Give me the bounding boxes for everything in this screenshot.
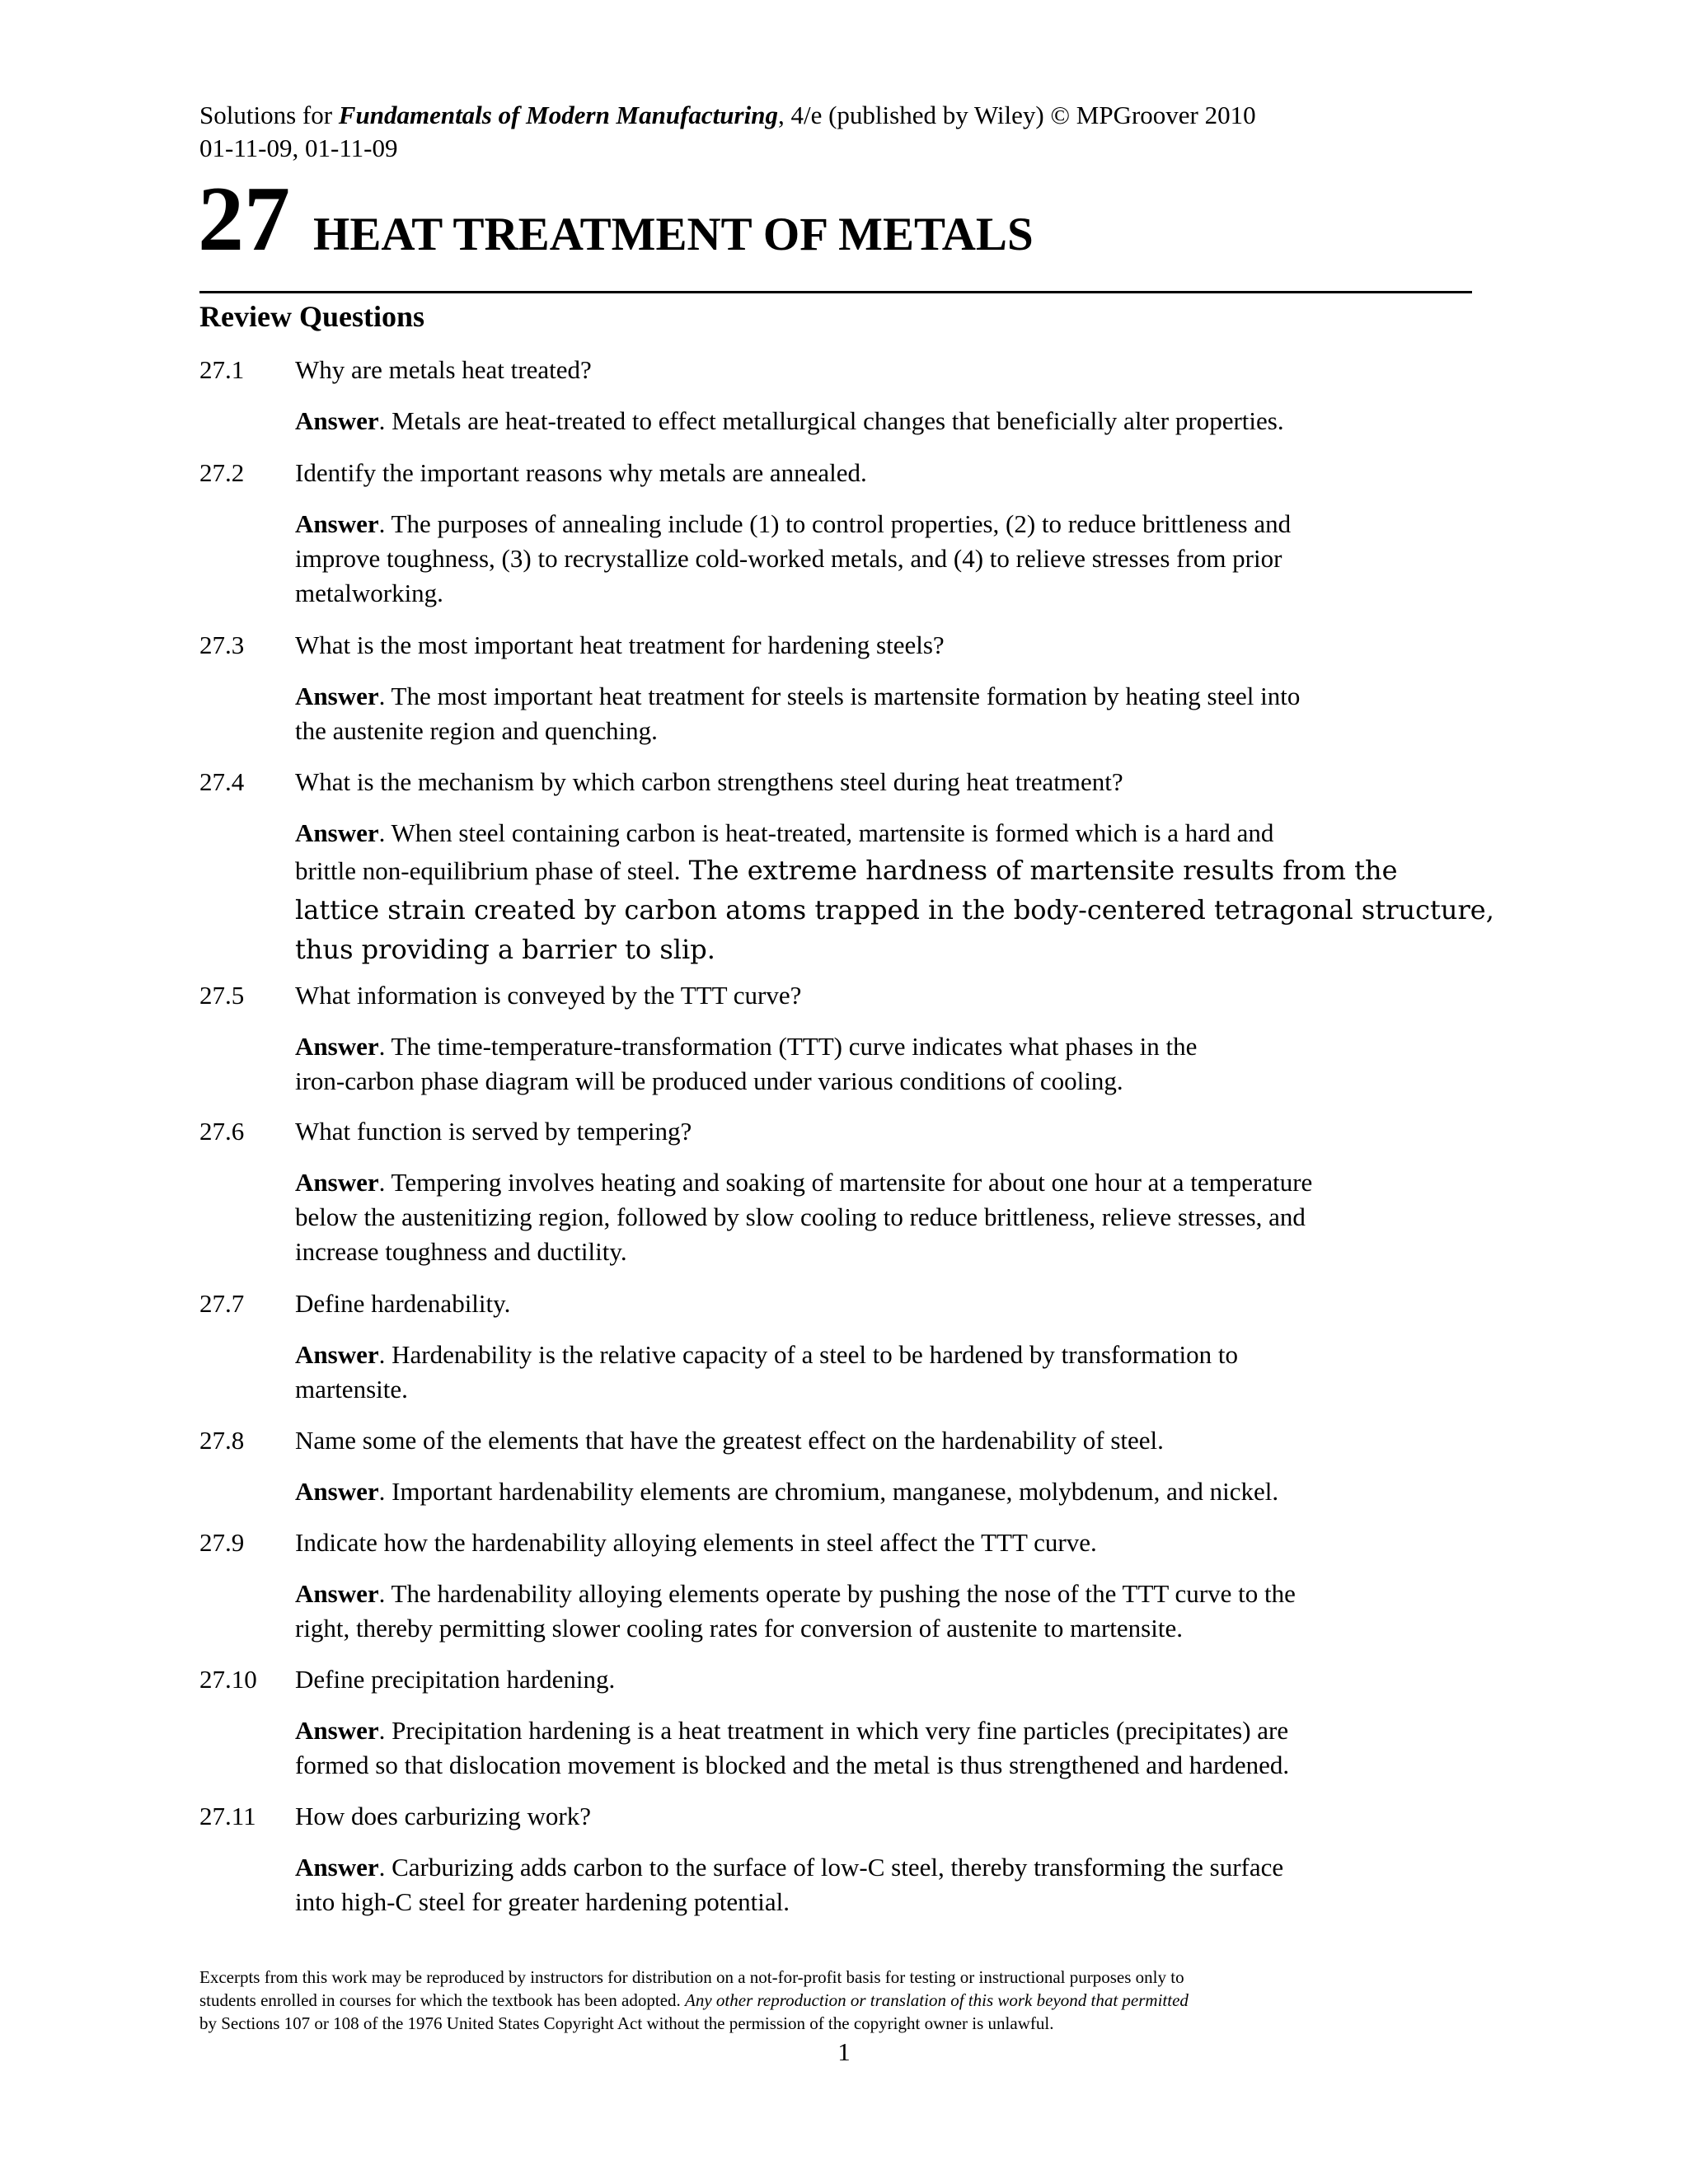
answer-text: Answer. Tempering involves heating and soaking of martensite for about one hour at a temperature below the austenitizing region, followed by slow cooling to reduce brittleness, relieve stresses, and increase toughness and ductility. bbox=[295, 1168, 1313, 1266]
question-number: 27.11 bbox=[199, 1802, 256, 1830]
copyright-notice-line: by Sections 107 or 108 of the 1976 United States Copyright Act without the permission of the copyright owner is unlawful. bbox=[199, 2013, 1054, 2033]
copyright-notice-line: students enrolled in courses for which the textbook has been adopted. Any other reproduction or translation of this work beyond that permitted bbox=[199, 1990, 1189, 2010]
page-number: 1 bbox=[837, 2037, 851, 2066]
header-dates: 01-11-09, 01-11-09 bbox=[199, 134, 398, 162]
question-text: Define hardenability. bbox=[295, 1289, 511, 1318]
question-number: 27.8 bbox=[199, 1426, 245, 1455]
answer-label: Answer bbox=[295, 1579, 379, 1608]
answer-label: Answer bbox=[295, 1032, 379, 1061]
answer-text: Answer. Hardenability is the relative capacity of a steel to be hardened by transformation to martensite. bbox=[295, 1340, 1239, 1404]
answer-label: Answer bbox=[295, 1340, 379, 1369]
question-number: 27.7 bbox=[199, 1289, 245, 1318]
question-text: Why are metals heat treated? bbox=[295, 355, 592, 384]
question-text: Identify the important reasons why metals are annealed. bbox=[295, 458, 867, 487]
answer-label: Answer bbox=[295, 1477, 379, 1506]
question-text: What is the most important heat treatment for hardening steels? bbox=[295, 630, 945, 659]
section-title: Review Questions bbox=[199, 300, 424, 333]
question-number: 27.3 bbox=[199, 630, 245, 659]
answer-text: Answer. Carburizing adds carbon to the surface of low-C steel, thereby transforming the surface into high-C steel for greater hardening potential. bbox=[295, 1853, 1284, 1916]
answer-text: Answer. The most important heat treatment for steels is martensite formation by heating steel into the austenite region and quenching. bbox=[295, 682, 1301, 745]
answer-label: Answer bbox=[295, 682, 379, 710]
question-text: What is the mechanism by which carbon strengthens steel during heat treatment? bbox=[295, 767, 1123, 796]
question-text: Define precipitation hardening. bbox=[295, 1665, 616, 1694]
chapter-number: 27 bbox=[198, 168, 290, 270]
header-prefix: Solutions for bbox=[199, 101, 339, 129]
question-number: 27.6 bbox=[199, 1117, 245, 1146]
question-text: What information is conveyed by the TTT curve? bbox=[295, 981, 802, 1010]
answer-text: Answer. The time-temperature-transformation (TTT) curve indicates what phases in the iron-carbon phase diagram will be produced under various conditions of cooling. bbox=[295, 1032, 1198, 1095]
answer-text: Answer. Precipitation hardening is a heat treatment in which very fine particles (precipitates) are formed so that dislocation movement is blocked and the metal is thus strengthened and hardened. bbox=[295, 1716, 1290, 1779]
question-number: 27.1 bbox=[199, 355, 245, 384]
heading-rule bbox=[199, 291, 1472, 293]
answer-text: Answer. Important hardenability elements are chromium, manganese, molybdenum, and nickel. bbox=[295, 1477, 1279, 1506]
question-text: Name some of the elements that have the greatest effect on the hardenability of steel. bbox=[295, 1426, 1164, 1455]
answer-label: Answer bbox=[295, 509, 379, 538]
question-number: 27.9 bbox=[199, 1528, 245, 1557]
answer-text: Answer. The purposes of annealing include (1) to control properties, (2) to reduce brittleness and improve toughness, (3) to recrystallize cold-worked metals, and (4) to relieve stresses from prior metalworking. bbox=[295, 509, 1292, 607]
question-number: 27.5 bbox=[199, 981, 245, 1010]
answer-label: Answer bbox=[295, 1853, 379, 1882]
answer-label: Answer bbox=[295, 818, 379, 847]
copyright-notice-line: Excerpts from this work may be reproduced by instructors for distribution on a not-for-profit basis for testing or instructional purposes only to bbox=[199, 1967, 1184, 1987]
question-number: 27.2 bbox=[199, 458, 245, 487]
question-number: 27.10 bbox=[199, 1665, 257, 1694]
answer-text: Answer. Metals are heat-treated to effect metallurgical changes that beneficially alter properties. bbox=[295, 406, 1284, 435]
answer-label: Answer bbox=[295, 406, 379, 435]
question-text: What function is served by tempering? bbox=[295, 1117, 692, 1146]
question-text: How does carburizing work? bbox=[295, 1802, 591, 1830]
answer-text: Answer. When steel containing carbon is heat-treated, martensite is formed which is a hard and brittle non-equilibrium phase of steel. The extreme hardness of martensite results from the lattice strain created by carbon atoms trapped in the body-centered tetragonal structure, thus providing a barrier to slip. bbox=[295, 818, 1494, 965]
header-suffix: , 4/e (published by Wiley) © MPGroover 2010 bbox=[777, 101, 1256, 129]
chapter-heading bbox=[198, 170, 1034, 269]
answer-text: Answer. The hardenability alloying elements operate by pushing the nose of the TTT curve to the right, thereby permitting slower cooling rates for conversion of austenite to martensite. bbox=[295, 1579, 1296, 1643]
chapter-title: HEAT TREATMENT OF METALS bbox=[313, 209, 1034, 260]
question-text: Indicate how the hardenability alloying elements in steel affect the TTT curve. bbox=[295, 1528, 1097, 1557]
answer-label: Answer bbox=[295, 1716, 379, 1745]
question-number: 27.4 bbox=[199, 767, 245, 796]
running-header bbox=[199, 99, 1256, 132]
answer-label: Answer bbox=[295, 1168, 379, 1197]
book-title: Fundamentals of Modern Manufacturing bbox=[338, 101, 778, 129]
